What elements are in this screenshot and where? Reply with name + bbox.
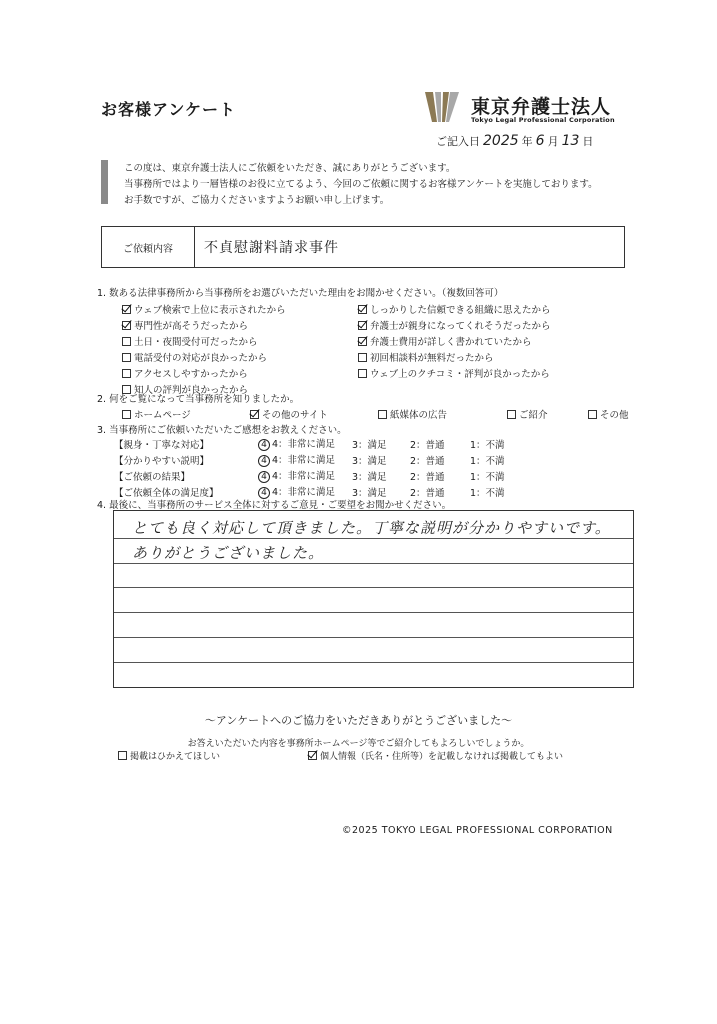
- comment-ruled-line: [114, 538, 633, 539]
- consent-no-option[interactable]: 掲載はひかえてほしい: [118, 749, 220, 762]
- q2-text: 2. 何をご覧になって当事務所を知りましたか。: [97, 394, 300, 405]
- survey-title: お客様アンケート: [101, 100, 237, 119]
- q1-option[interactable]: ウェブ検索で上位に表示されたから: [122, 302, 286, 316]
- q3-text: 3. 当事務所にご依頼いただいたご感想をお教えください。: [97, 425, 347, 436]
- intro-line: この度は、東京弁護士法人にご依頼をいただき、誠にありがとうございます。: [124, 163, 456, 174]
- q1-text: 1. 数ある法律事務所から当事務所をお選びいただいた理由をお聞かせください。（複数回答可）: [97, 288, 504, 299]
- q3-rating-4-selected[interactable]: 4 4：非常に満足: [258, 468, 335, 483]
- q3-rating-1[interactable]: 1：不満: [470, 440, 505, 451]
- firm-logo: [423, 90, 623, 130]
- selected-circle-icon: 4: [258, 487, 270, 499]
- firm-name-en: Tokyo Legal Professional Corporation: [471, 116, 615, 124]
- q3-rating-2[interactable]: 2：普通: [410, 488, 445, 499]
- q3-row-label: 【ご依頼全体の満足度】: [114, 488, 219, 499]
- checkbox[interactable]: [122, 410, 131, 419]
- selected-circle-icon: 4: [258, 471, 270, 483]
- q2-option[interactable]: その他のサイト: [250, 407, 328, 421]
- q4-text: 4. 最後に、当事務所のサービス全体に対するご意見・ご要望をお聞かせください。: [97, 500, 452, 511]
- checkbox[interactable]: [118, 751, 127, 760]
- checkbox-checked[interactable]: [358, 321, 367, 330]
- q1-option[interactable]: アクセスしやすかったから: [122, 366, 248, 380]
- comment-ruled-line: [114, 637, 633, 638]
- checkbox[interactable]: [358, 369, 367, 378]
- intro-accent-bar: [101, 160, 108, 204]
- q2-option[interactable]: ホームページ: [122, 407, 191, 421]
- comment-ruled-line: [114, 612, 633, 613]
- q3-row-label: 【分かりやすい説明】: [114, 456, 210, 467]
- q1-option[interactable]: 専門性が高そうだったから: [122, 318, 248, 332]
- q3-rating-3[interactable]: 3：満足: [352, 488, 387, 499]
- q2-option[interactable]: 紙媒体の広告: [378, 407, 447, 421]
- date-entry: [436, 133, 593, 149]
- q3-rating-4-selected[interactable]: 4 4：非常に満足: [258, 484, 335, 499]
- request-label: ご依頼内容: [102, 227, 195, 267]
- selected-circle-icon: 4: [258, 455, 270, 467]
- comment-ruled-line: [114, 587, 633, 588]
- date-year-unit: 年: [521, 135, 533, 148]
- request-value[interactable]: 不貞慰謝料請求事件: [204, 240, 339, 256]
- checkbox-checked[interactable]: [250, 410, 259, 419]
- date-month: 6: [535, 133, 545, 149]
- checkbox[interactable]: [122, 369, 131, 378]
- checkbox-checked[interactable]: [122, 321, 131, 330]
- intro-line: 当事務所ではより一層皆様のお役に立てるよう、今回のご依頼に関するお客様アンケートを実施しております。: [124, 179, 598, 190]
- q3-rating-1[interactable]: 1：不満: [470, 488, 505, 499]
- q1-option[interactable]: 土日・夜間受付可だったから: [122, 334, 258, 348]
- q3-rating-3[interactable]: 3：満足: [352, 440, 387, 451]
- q2-option[interactable]: ご紹介: [507, 407, 548, 421]
- q2-option[interactable]: その他: [588, 407, 629, 421]
- comment-ruled-line: [114, 563, 633, 564]
- checkbox[interactable]: [122, 337, 131, 346]
- comment-ruled-line: [114, 662, 633, 663]
- q1-option[interactable]: 弁護士費用が詳しく書かれていたから: [358, 334, 532, 348]
- q1-option[interactable]: 初回相談料が無料だったから: [358, 350, 494, 364]
- q3-row-label: 【親身・丁寧な対応】: [114, 440, 210, 451]
- q3-rating-2[interactable]: 2：普通: [410, 472, 445, 483]
- intro-line: お手数ですが、ご協力くださいますようお願い申し上げます。: [124, 195, 390, 206]
- q3-rating-4-selected[interactable]: 4 4：非常に満足: [258, 452, 335, 467]
- copyright: ©2025 TOKYO LEGAL PROFESSIONAL CORPORATION: [342, 825, 613, 836]
- checkbox-checked[interactable]: [358, 305, 367, 314]
- date-year: 2025: [483, 133, 519, 149]
- q1-option[interactable]: しっかりした信頼できる組織に思えたから: [358, 302, 551, 316]
- q3-rating-1[interactable]: 1：不満: [470, 472, 505, 483]
- date-day: 13: [561, 133, 580, 149]
- checkbox[interactable]: [507, 410, 516, 419]
- intro-text: [124, 161, 598, 209]
- consent-question: お答えいただいた内容を事務所ホームページ等でご紹介してもよろしいでしょうか。: [187, 739, 530, 749]
- date-day-unit: 日: [582, 135, 594, 148]
- date-month-unit: 月: [547, 135, 559, 148]
- q1-option[interactable]: ウェブ上のクチコミ・評判が良かったから: [358, 366, 550, 380]
- q3-rating-2[interactable]: 2：普通: [410, 456, 445, 467]
- comment-box[interactable]: [113, 510, 634, 688]
- firm-logo-icon: [423, 90, 461, 124]
- checkbox[interactable]: [588, 410, 597, 419]
- date-label: ご記入日: [436, 135, 480, 148]
- selected-circle-icon: 4: [258, 439, 270, 451]
- q3-rating-2[interactable]: 2：普通: [410, 440, 445, 451]
- comment-line: ありがとうございました。: [132, 544, 325, 562]
- q3-rating-3[interactable]: 3：満足: [352, 456, 387, 467]
- checkbox-checked[interactable]: [122, 305, 131, 314]
- checkbox-checked[interactable]: [358, 337, 367, 346]
- q3-rating-1[interactable]: 1：不満: [470, 456, 505, 467]
- q3-rating-3[interactable]: 3：満足: [352, 472, 387, 483]
- checkbox[interactable]: [358, 353, 367, 362]
- checkbox[interactable]: [122, 353, 131, 362]
- q1-option[interactable]: 知人の評判が良かったから: [122, 382, 248, 396]
- checkbox-checked[interactable]: [308, 751, 317, 760]
- consent-yes-option[interactable]: 個人情報（氏名・住所等）を記載しなければ掲載してもよい: [308, 749, 563, 762]
- request-box: [101, 226, 625, 268]
- comment-line: とても良く対応して頂きました。丁寧な説明が分かりやすいです。: [132, 519, 611, 537]
- q1-option[interactable]: 弁護士が親身になってくれそうだったから: [358, 318, 551, 332]
- q3-rating-4-selected[interactable]: 4 4：非常に満足: [258, 436, 335, 451]
- q3-row-label: 【ご依頼の結果】: [114, 472, 191, 483]
- q1-option[interactable]: 電話受付の対応が良かったから: [122, 350, 267, 364]
- checkbox[interactable]: [378, 410, 387, 419]
- thanks-message: 〜アンケートへのご協力をいただきありがとうございました〜: [204, 714, 513, 727]
- firm-name: 東京弁護士法人: [471, 96, 612, 118]
